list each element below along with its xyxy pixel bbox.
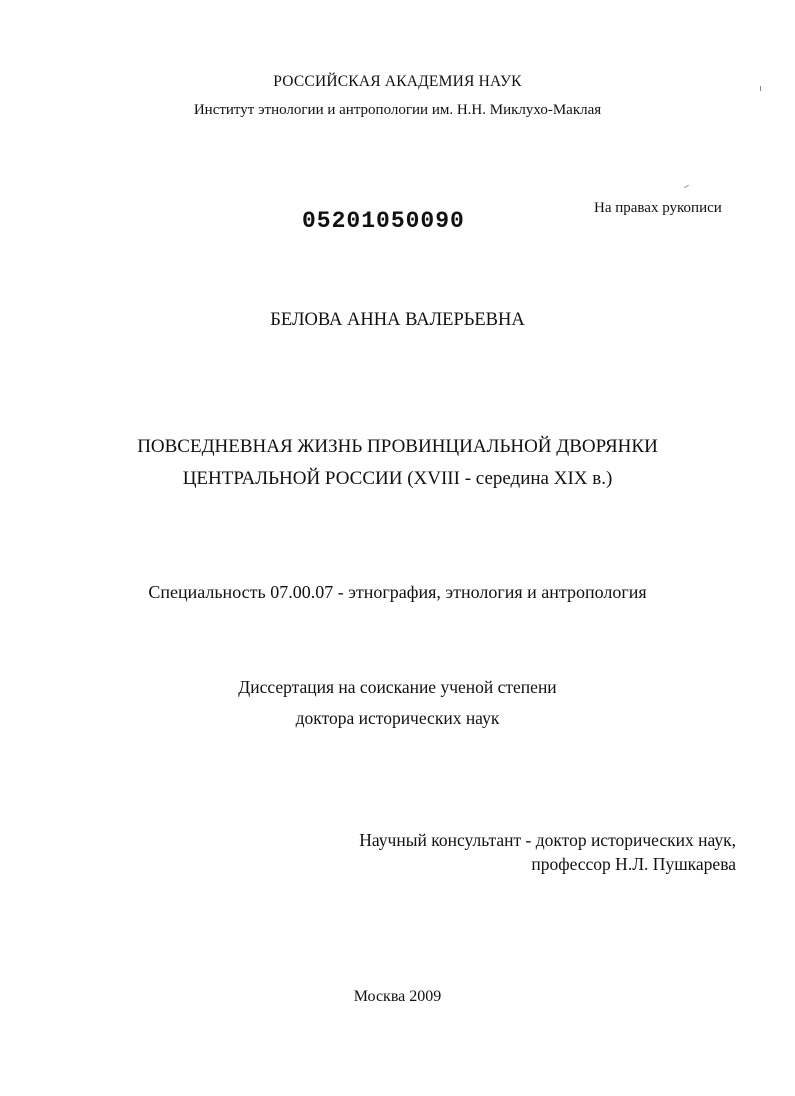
- scan-speck: [684, 185, 689, 188]
- scan-speck: [760, 86, 761, 91]
- city-year: Москва 2009: [353, 988, 442, 1005]
- document-code: 05201050090: [302, 208, 465, 234]
- organization-name: РОССИЙСКАЯ АКАДЕМИЯ НАУК: [273, 73, 522, 90]
- institute-name: Институт этнологии и антропологии им. Н.Н. Миклухо-Маклая: [193, 102, 602, 118]
- specialty-line: Специальность 07.00.07 - этнография, этнология и антропология: [148, 582, 647, 602]
- dissertation-title-line-1: ПОВСЕДНЕВНАЯ ЖИЗНЬ ПРОВИНЦИАЛЬНОЙ ДВОРЯНКИ: [137, 436, 658, 457]
- dissertation-title-line-2: ЦЕНТРАЛЬНОЙ РОССИИ (XVIII - середина XIX в.): [182, 468, 613, 489]
- author-name: БЕЛОВА АННА ВАЛЕРЬЕВНА: [270, 310, 525, 330]
- manuscript-rights-note: На правах рукописи: [594, 200, 722, 216]
- degree-line-1: Диссертация на соискание ученой степени: [238, 677, 557, 697]
- scientific-advisor-line-1: Научный консультант - доктор исторических наук,: [359, 830, 736, 850]
- degree-line-2: доктора исторических наук: [295, 708, 500, 728]
- scientific-advisor-line-2: профессор Н.Л. Пушкарева: [531, 854, 736, 874]
